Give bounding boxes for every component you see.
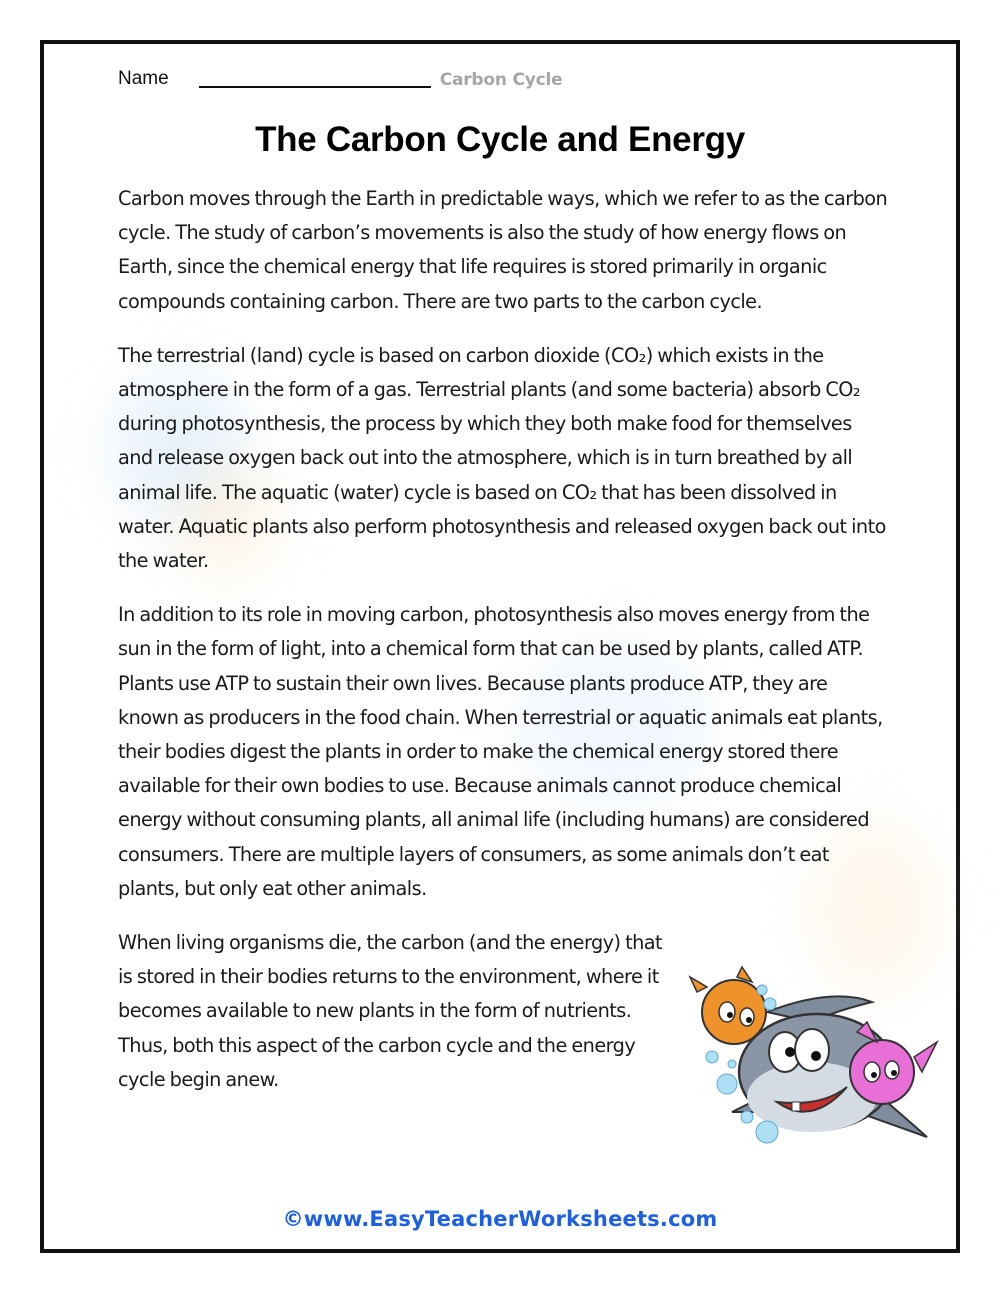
shark-fish-icon	[682, 962, 957, 1160]
shark-and-fish-illustration	[682, 962, 957, 1160]
page-title: The Carbon Cycle and Energy	[255, 120, 745, 159]
name-row	[118, 60, 562, 90]
copyright-footer[interactable]: ©www.EasyTeacherWorksheets.com	[282, 1207, 718, 1231]
name-input-line[interactable]	[199, 86, 431, 88]
subject-label: Carbon Cycle	[439, 70, 563, 90]
name-label: Name	[118, 68, 169, 89]
paragraph: When living organisms die, the carbon (and the energy) that is stored in their bodies returns to the environment, where it becomes available to new plants in the form of nutrients. Thus, both this aspect of the carbon cycle and the energy cycle begin anew.	[118, 931, 663, 1091]
paragraph: In addition to its role in moving carbon, photosynthesis also moves energy from the sun in the form of light, into a chemical form that can be used by plants, called ATP. Plants use ATP to sustain their own lives. Because plants produce ATP, they are known as producers in the food chain. When terrestrial or aquatic animals eat plants, their bodies digest the plants in order to make the chemical energy stored there available for their own bodies to use. Because animals cannot produce chemical energy without consuming plants, all animal life (including humans) are considered consumers. There are multiple layers of consumers, as some animals don’t eat plants, but only eat other animals.	[118, 603, 883, 900]
paragraph: Carbon moves through the Earth in predictable ways, which we refer to as the carbon cycle. The study of carbon’s movements is also the study of how energy flows on Earth, since the chemical energy that life requires is stored primarily in organic compounds containing carbon. There are two parts to the carbon cycle.	[118, 187, 888, 313]
paragraph: The terrestrial (land) cycle is based on carbon dioxide (CO₂) which exists in the atmosphere in the form of a gas. Terrestrial plants (and some bacteria) absorb CO₂ during photosynthesis, the process by which they both make food for themselves and release oxygen back out into the atmosphere, which is in turn breathed by all animal life. The aquatic (water) cycle is based on CO₂ that has been dissolved in water. Aquatic plants also perform photosynthesis and released oxygen back out into the water.	[118, 343, 886, 573]
